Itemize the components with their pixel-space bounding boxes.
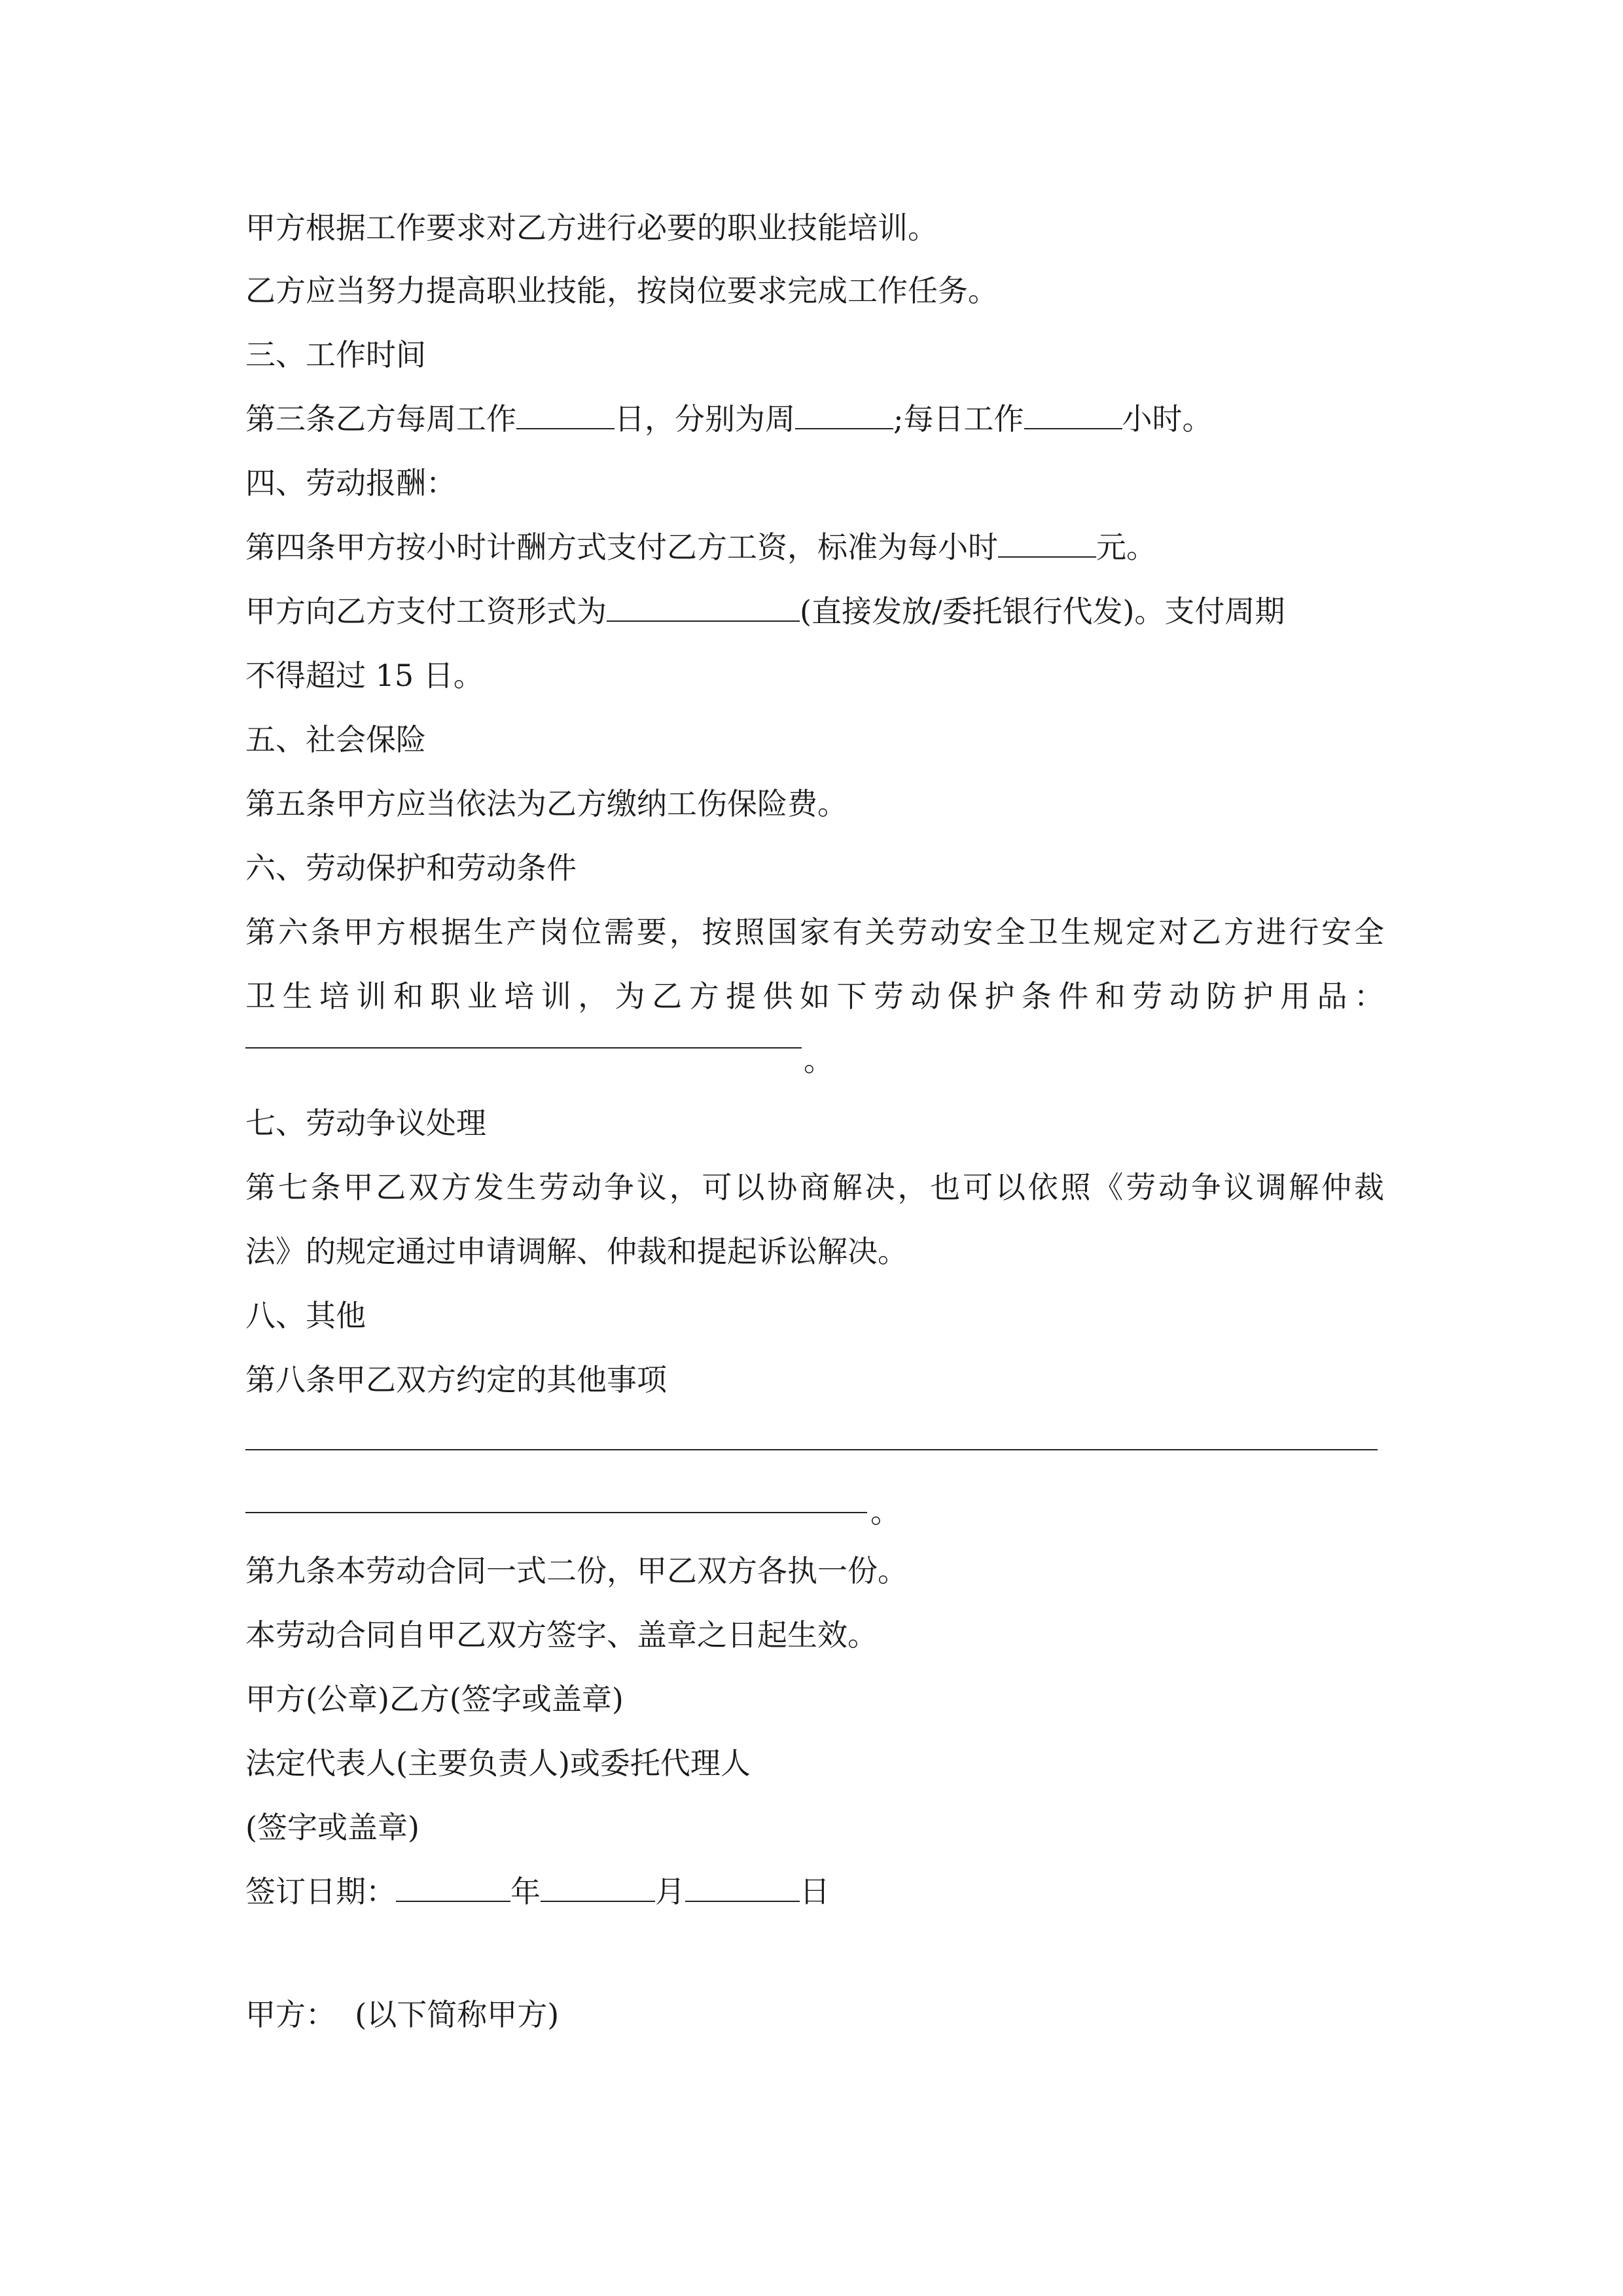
article-3-text-3: ;每日工作 [893, 401, 1024, 437]
year-blank[interactable] [396, 1872, 510, 1902]
heading-remuneration: 四、劳动报酬： [245, 465, 456, 501]
signature-representative: 法定代表人(主要负责人)或委托代理人 [245, 1746, 751, 1781]
signing-date [245, 1872, 1384, 1911]
paragraph-training: 甲方根据工作要求对乙方进行必要的职业技能培训。 [245, 210, 938, 245]
article-8-end: 。 [870, 1494, 901, 1530]
article-3-text-1: 第三条乙方每周工作 [245, 401, 516, 437]
month-label: 月 [655, 1874, 685, 1909]
signing-date-label: 签订日期： [245, 1874, 396, 1909]
article-3 [245, 399, 1384, 439]
heading-social-insurance: 五、社会保险 [245, 722, 426, 757]
effective-clause: 本劳动合同自甲乙双方签字、盖章之日起生效。 [245, 1617, 878, 1653]
article-6-line-1: 第六条甲方根据生产岗位需要，按照国家有关劳动安全卫生规定对乙方进行安全 [245, 914, 1384, 950]
day-blank[interactable] [685, 1872, 800, 1902]
heading-labor-dispute: 七、劳动争议处理 [245, 1105, 486, 1141]
article-4-text-2: 元。 [1096, 529, 1156, 565]
article-7-line-1: 第七条甲乙双方发生劳动争议，可以协商解决，也可以依照《劳动争议调解仲裁 [245, 1170, 1384, 1205]
signature-seal: (签字或盖章) [245, 1810, 419, 1845]
signature-parties: 甲方(公章)乙方(签字或盖章) [245, 1681, 624, 1717]
heading-other: 八、其他 [245, 1298, 366, 1333]
payment-method [245, 592, 1384, 631]
article-3-text-2: 日，分别为周 [615, 401, 795, 437]
payment-cycle: 不得超过 15 日。 [245, 658, 484, 693]
protection-items-blank[interactable] [245, 1047, 802, 1049]
payment-form-blank[interactable] [607, 592, 800, 622]
month-blank[interactable] [541, 1872, 655, 1902]
article-5: 第五条甲方应当依法为乙方缴纳工伤保险费。 [245, 786, 847, 821]
article-3-text-4: 小时。 [1122, 401, 1213, 437]
article-6-line-2: 卫生培训和职业培训，为乙方提供如下劳动保护条件和劳动防护用品： [245, 978, 1384, 1014]
article-8: 第八条甲乙双方约定的其他事项 [245, 1362, 667, 1397]
article-7-line-2: 法》的规定通过申请调解、仲裁和提起诉讼解决。 [245, 1234, 908, 1269]
payment-method-text-1: 甲方向乙方支付工资形式为 [245, 594, 607, 629]
other-matters-blank-2[interactable] [245, 1512, 867, 1513]
article-9: 第九条本劳动合同一式二份，甲乙双方各执一份。 [245, 1553, 908, 1588]
heading-work-time: 三、工作时间 [245, 337, 426, 372]
days-per-week-blank[interactable] [516, 399, 615, 429]
hours-per-day-blank[interactable] [1024, 399, 1122, 429]
paragraph-skills: 乙方应当努力提高职业技能，按岗位要求完成工作任务。 [245, 273, 998, 308]
payment-method-text-2: (直接发放/委托银行代发)。支付周期 [800, 594, 1285, 629]
weekdays-blank[interactable] [795, 399, 893, 429]
day-label: 日 [800, 1874, 830, 1909]
other-matters-blank-1[interactable] [245, 1449, 1378, 1450]
article-4-text-1: 第四条甲方按小时计酬方式支付乙方工资，标准为每小时 [245, 529, 998, 565]
year-label: 年 [510, 1874, 541, 1909]
article-6-end: 。 [804, 1043, 834, 1078]
party-a-line: 甲方： (以下简称甲方) [245, 1997, 560, 2032]
heading-labor-protection: 六、劳动保护和劳动条件 [245, 850, 577, 886]
article-4 [245, 528, 1384, 567]
hourly-wage-blank[interactable] [998, 528, 1096, 558]
